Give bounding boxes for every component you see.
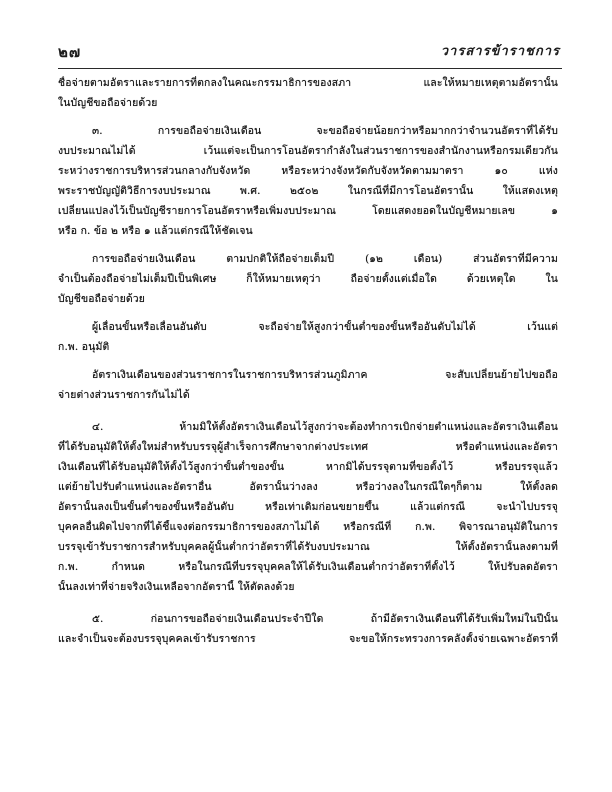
text-line: จำเป็นต้องถือจ่ายไม่เต็มปีเป็นพิเศษ ก็ให้หมายเหตุว่า ถือจ่ายตั้งแต่เมื่อใด ด้วยเหตุใด ใน [58, 273, 558, 285]
text-line: บัญชีขอถือจ่ายด้วย [58, 293, 146, 305]
text-line: จ่ายต่างส่วนราชการกันไม่ได้ [58, 389, 190, 401]
text-line: ระหว่างราชการบริหารส่วนกลางกับจังหวัด หรือระหว่างจังหวัดกับจังหวัดตามมาตรา ๑๐ แห่ง [58, 165, 558, 177]
text-line: บรรจุเข้ารับราชการสำหรับบุคคลผู้นั้นต่ำกว่าอัตราที่ได้รับงบประมาณ ให้ตั้งอัตรานั้นลงตามที่ [58, 541, 558, 553]
text-line: นั้นลงเท่าที่จ่ายจริงเงินเหลือจากอัตรานี้ ให้ตัดลงด้วย [58, 581, 295, 593]
page-number: ๒๗ [58, 43, 82, 61]
text-line: ชื่อจ่ายตามอัตราและรายการที่ตกลงในคณะกรรมาธิการของสภา และให้หมายเหตุตามอัตรานั้น [58, 77, 558, 89]
text-line: ผู้เลื่อนขั้นหรือเลื่อนอันดับ จะถือจ่ายให้สูงกว่าขั้นต่ำของขั้นหรืออันดับไม่ได้ เว้นแต่ [92, 321, 558, 333]
text-line: ในบัญชีขอถือจ่ายด้วย [58, 97, 158, 109]
text-line: งบประมาณไม่ได้ เว้นแต่จะเป็นการโอนอัตรากำลังในส่วนราชการของสำนักงานหรือกรมเดียวกัน [58, 145, 558, 157]
text-line: ก.พ. อนุมัติ [58, 341, 110, 353]
text-line: การขอถือจ่ายเงินเดือน ตามปกติให้ถือจ่ายเต็มปี (๑๒ เดือน) ส่วนอัตราที่มีความ [92, 253, 558, 265]
text-line: เปลี่ยนแปลงไว้เป็นบัญชีรายการโอนอัตราหรือเพิ่มงบประมาณ โดยแสดงยอดในบัญชีหมายเลข ๑ [58, 205, 558, 217]
text-line: บุคคลอื่นผิดไปจากที่ได้ชี้แจงต่อกรรมาธิการของสภาไม่ได้ หรือกรณีที่ ก.พ. พิจารณาอนุมัติในการ [58, 521, 558, 533]
text-line: แต่ย้ายไปรับตำแหน่งและอัตราอื่น อัตรานั้นว่างลง หรือว่างลงในกรณีใดๆก็ตาม ให้ตั้งลด [58, 481, 558, 493]
text-line: อัตรานั้นลงเป็นขั้นต่ำของขั้นหรืออันดับ หรือเท่าเดิมก่อนขยายขึ้น แล้วแต่กรณี จะนำไปบรรจุ [58, 501, 558, 513]
text-line: ๓. การขอถือจ่ายเงินเดือน จะขอถือจ่ายน้อยกว่าหรือมากกว่าจำนวนอัตราที่ได้รับ [92, 125, 558, 137]
header-rule [58, 68, 562, 69]
text-line: พระราชบัญญัติวิธีการงบประมาณ พ.ศ. ๒๕๐๒ ในกรณีที่มีการโอนอัตรานั้น ให้แสดงเหตุ [58, 185, 558, 197]
text-line: หรือ ก. ข้อ ๒ หรือ ๑ แล้วแต่กรณีให้ชัดเจน [58, 225, 253, 237]
text-line: เงินเดือนที่ได้รับอนุมัติให้ตั้งไว้สูงกว่าขั้นต่ำของขั้น หากมิได้บรรจุตามที่ขอตั้งไว้ หรือบรรจุแล้ว [58, 461, 558, 473]
text-line: และจำเป็นจะต้องบรรจุบุคคลเข้ารับราชการ จะขอให้กระทรวงการคลังตั้งจ่ายเฉพาะอัตราที่ [58, 633, 558, 645]
text-line: ก.พ. กำหนด หรือในกรณีที่บรรจุบุคคลให้ได้รับเงินเดือนต่ำกว่าอัตราที่ตั้งไว้ ให้ปรับลดอัตรา [58, 561, 558, 573]
text-line: อัตราเงินเดือนของส่วนราชการในราชการบริหารส่วนภูมิภาค จะสับเปลี่ยนย้ายไปขอถือ [92, 369, 558, 381]
text-line: ๕. ก่อนการขอถือจ่ายเงินเดือนประจำปีใด ถ้ามีอัตราเงินเดือนที่ได้รับเพิ่มใหม่ในปีนั้น [92, 613, 558, 625]
text-line: ๔. ห้ามมิให้ตั้งอัตราเงินเดือนไว้สูงกว่าจะต้องทำการเบิกจ่ายตำแหน่งและอัตราเงินเดือน [92, 421, 558, 433]
text-line: ที่ได้รับอนุมัติให้ตั้งใหม่สำหรับบรรจุผู้สำเร็จการศึกษาจากต่างประเทศ หรือตำแหน่งและอัตรา [58, 441, 558, 453]
running-title: วารสารข้าราชการ [440, 44, 560, 59]
